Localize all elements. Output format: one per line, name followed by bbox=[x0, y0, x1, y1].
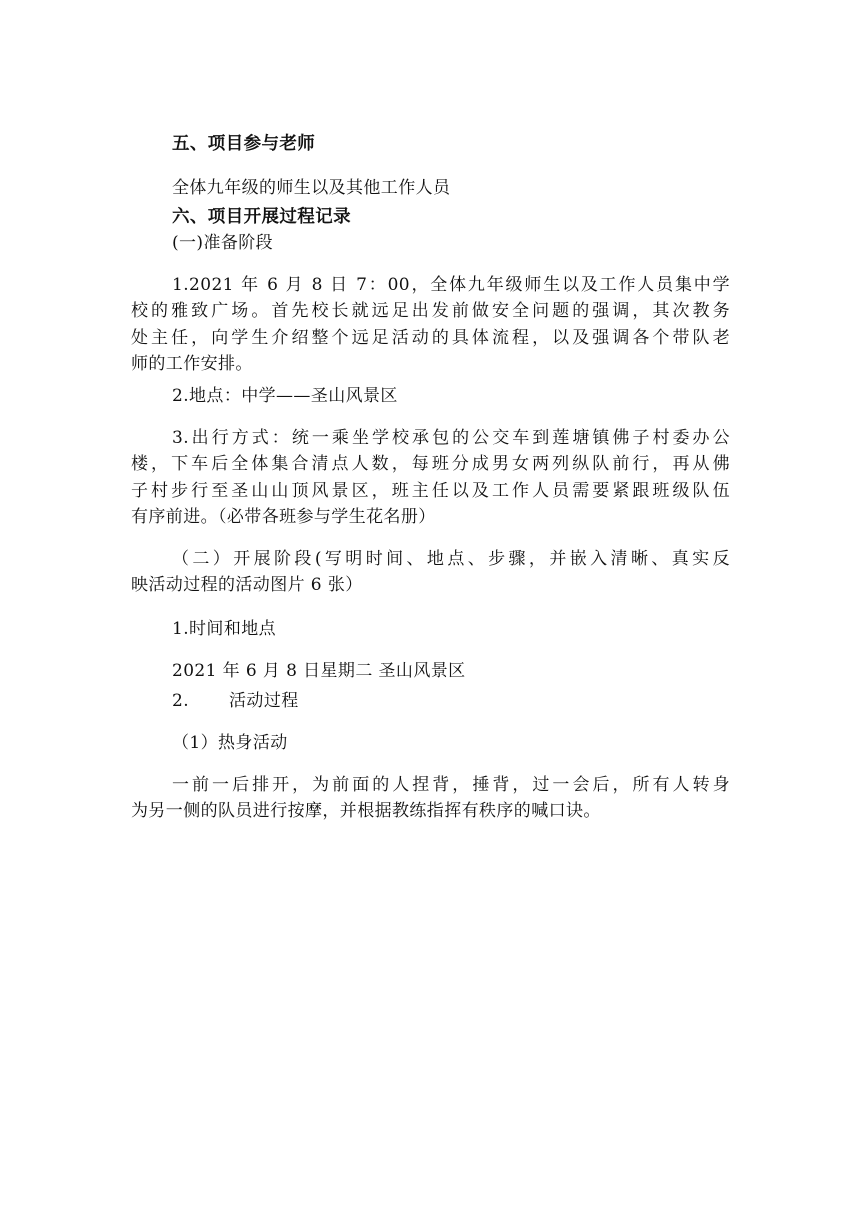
paragraph-line: 子村步行至圣山山顶风景区，班主任以及工作人员需要紧跟班级队伍 bbox=[131, 481, 730, 501]
paragraph-line: 有序前进。（必带各班参与学生花名册） bbox=[131, 507, 436, 527]
process-heading bbox=[172, 691, 772, 711]
paragraph-line: 1.2021 年 6 月 8 日 7：00，全体九年级师生以及工作人员集中学 bbox=[172, 275, 730, 295]
paragraph-line: 处主任，向学生介绍整个远足活动的具体流程，以及强调各个带队老 bbox=[131, 328, 730, 348]
section6-heading: 六、项目开展过程记录 bbox=[172, 207, 351, 227]
paragraph-line: 为另一侧的队员进行按摩，并根据教练指挥有秩序的喊口诀。 bbox=[131, 801, 601, 821]
time-place-heading: 1.时间和地点 bbox=[172, 619, 277, 639]
process-heading-text: 活动过程 bbox=[229, 691, 299, 711]
paragraph-line: 校的雅致广场。首先校长就远足出发前做安全问题的强调，其次教务 bbox=[131, 301, 730, 321]
warmup-heading: （1）热身活动 bbox=[172, 733, 288, 753]
paragraph-line: 3.出行方式：统一乘坐学校承包的公交车到莲塘镇佛子村委办公 bbox=[172, 428, 730, 448]
process-heading-number: 2. bbox=[172, 691, 190, 711]
time-place-body: 2021 年 6 月 8 日星期二 圣山风景区 bbox=[172, 661, 466, 681]
paragraph-line: （二）开展阶段(写明时间、地点、步骤，并嵌入清晰、真实反 bbox=[172, 549, 730, 569]
item2-location: 2.地点：中学——圣山风景区 bbox=[172, 386, 398, 406]
paragraph-line: 楼，下车后全体集合清点人数，每班分成男女两列纵队前行，再从佛 bbox=[131, 454, 730, 474]
paragraph-line: 映活动过程的活动图片 6 张） bbox=[131, 575, 363, 595]
paragraph-line: 一前一后排开，为前面的人捏背，捶背，过一会后，所有人转身 bbox=[172, 775, 730, 795]
paragraph-line: 师的工作安排。 bbox=[131, 354, 253, 374]
section5-heading: 五、项目参与老师 bbox=[172, 134, 316, 154]
stage1-heading: (一)准备阶段 bbox=[172, 233, 274, 253]
section5-body: 全体九年级的师生以及其他工作人员 bbox=[172, 178, 451, 198]
